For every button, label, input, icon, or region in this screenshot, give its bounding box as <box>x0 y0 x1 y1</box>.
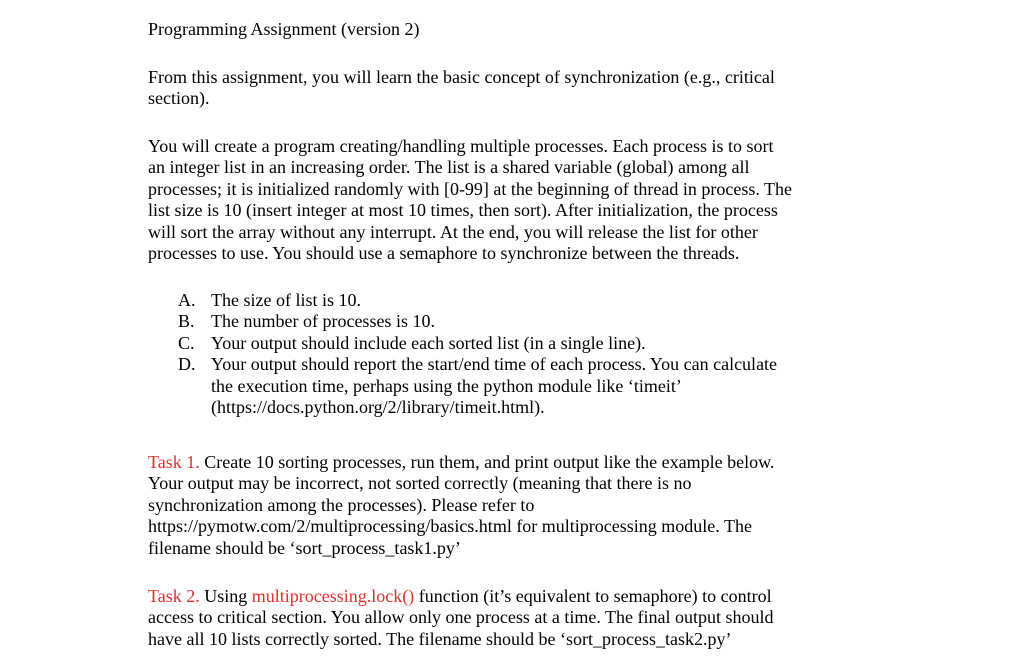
requirements-list <box>178 290 878 418</box>
list-marker: A. <box>178 290 196 310</box>
description-paragraph <box>148 136 888 264</box>
function-name: multiprocessing.lock() <box>251 586 415 606</box>
text-line: synchronization among the processes). Please refer to <box>148 494 535 515</box>
text-line: section). <box>148 88 210 109</box>
intro-paragraph <box>148 67 888 110</box>
task2-text: function (it’s equivalent to semaphore) to control <box>414 586 772 606</box>
list-marker: D. <box>178 354 196 375</box>
task2-paragraph <box>148 586 888 650</box>
list-item <box>178 311 878 332</box>
text-line: will sort the array without any interrupt. At the end, you will release the list for other <box>148 221 758 242</box>
list-item <box>178 333 878 354</box>
list-item-text: (https://docs.python.org/2/library/timeit.html). <box>211 397 545 418</box>
task1-paragraph <box>148 452 888 559</box>
text-line: have all 10 lists correctly sorted. The filename should be ‘sort_process_task2.py’ <box>148 628 732 649</box>
text-line: access to critical section. You allow only one process at a time. The final output should <box>148 607 774 628</box>
list-item-text: Your output should report the start/end time of each process. You can calculate <box>211 354 778 375</box>
list-item-text: The number of processes is 10. <box>211 311 435 332</box>
text-line: filename should be ‘sort_process_task1.py’ <box>148 537 461 558</box>
list-item <box>178 354 878 418</box>
text-line <box>148 586 888 607</box>
task1-text: Create 10 sorting processes, run them, and print output like the example below. <box>199 452 775 472</box>
list-item-text: the execution time, perhaps using the python module like ‘timeit’ <box>211 375 682 396</box>
page-title: Programming Assignment (version 2) <box>148 19 420 39</box>
text-line: list size is 10 (insert integer at most 10 times, then sort). After initialization, the process <box>148 200 778 221</box>
list-item <box>178 290 878 311</box>
text-line: From this assignment, you will learn the basic concept of synchronization (e.g., critical <box>148 67 775 87</box>
list-marker: C. <box>178 332 195 353</box>
task2-text: Using <box>199 586 252 606</box>
list-item-text: The size of list is 10. <box>211 290 361 310</box>
text-line: You will create a program creating/handling multiple processes. Each process is to sort <box>148 136 774 156</box>
list-marker: B. <box>178 311 195 332</box>
text-line <box>148 452 888 473</box>
text-line: an integer list in an increasing order. The list is a shared variable (global) among all <box>148 157 750 178</box>
task1-label: Task 1. <box>148 452 200 472</box>
text-line: processes; it is initialized randomly with [0-99] at the beginning of thread in process. The <box>148 178 793 199</box>
task2-label: Task 2. <box>148 586 200 606</box>
text-line: Your output may be incorrect, not sorted correctly (meaning that there is no <box>148 473 692 494</box>
text-line: processes to use. You should use a semaphore to synchronize between the threads. <box>148 243 740 264</box>
list-item-text: Your output should include each sorted list (in a single line). <box>211 332 646 353</box>
text-line: https://pymotw.com/2/multiprocessing/basics.html for multiprocessing module. The <box>148 516 752 537</box>
